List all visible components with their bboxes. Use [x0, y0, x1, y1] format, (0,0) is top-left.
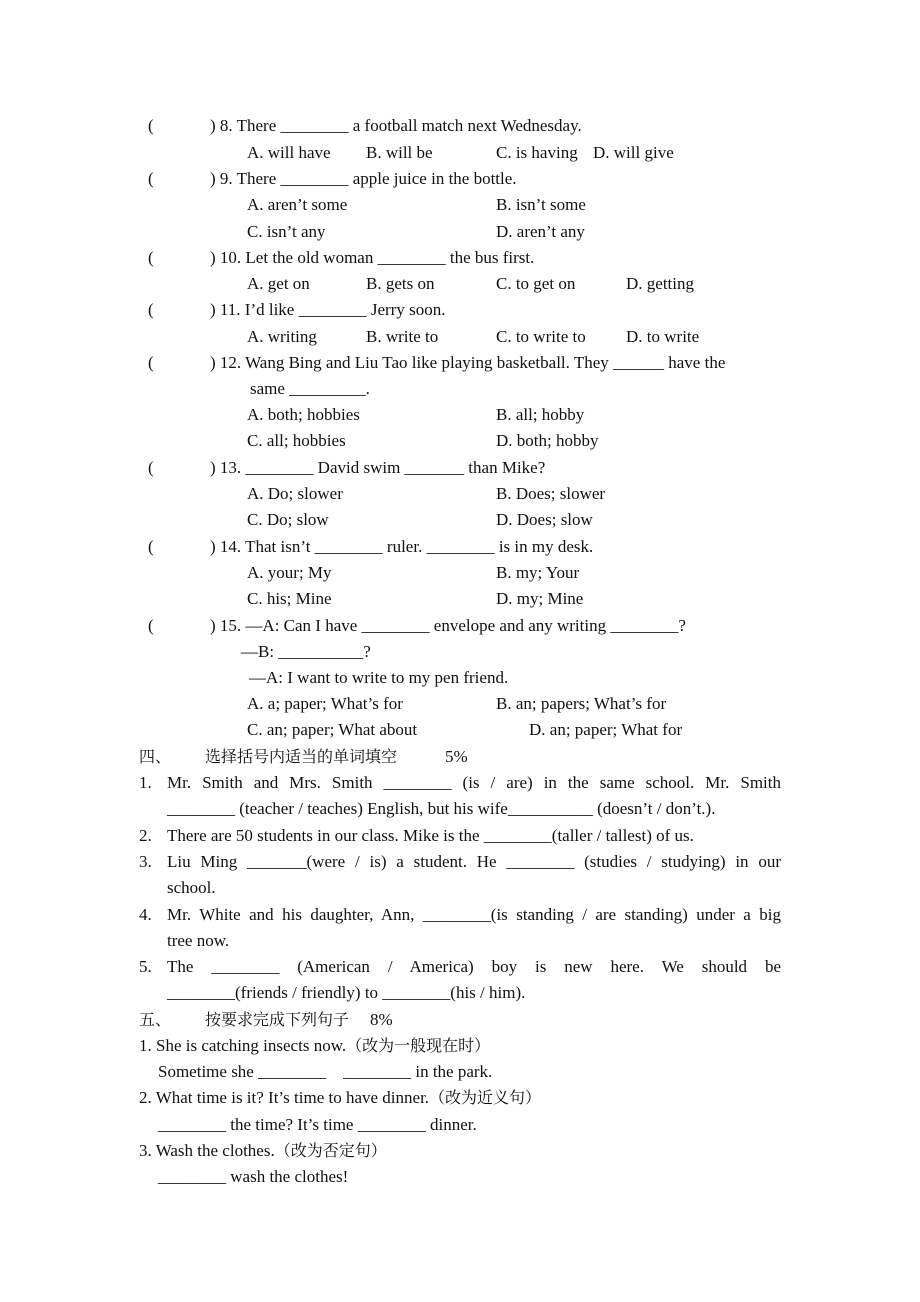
option-c: C. isn’t any	[247, 222, 326, 241]
question-text: ) 14. That isn’t ________ ruler. ________ is in my desk.	[210, 537, 594, 556]
option-b: B. isn’t some	[496, 195, 586, 214]
answer-paren: (	[148, 116, 154, 135]
item-number: 3.	[139, 852, 152, 871]
item-text-continued: tree now.	[167, 931, 230, 950]
item-text-continued: ________ (teacher / teaches) English, but his wife__________ (doesn’t / don’t.).	[167, 799, 716, 818]
answer-paren: (	[148, 458, 154, 477]
item-prompt	[139, 1141, 387, 1161]
item-text-continued: ________(friends / friendly) to ________(his / him).	[167, 983, 526, 1002]
option-d: D. will give	[593, 143, 674, 162]
option-d: D. to write	[626, 327, 700, 346]
answer-paren: (	[148, 248, 154, 267]
instruction-text: （改为近义句）	[429, 1088, 542, 1107]
section-title: 选择括号内适当的单词填空	[205, 747, 398, 766]
question-text: ) 8. There ________ a football match next Wednesday.	[210, 116, 582, 135]
item-text: Liu Ming _______(were / is) a student. He ________ (studies / studying) in our	[167, 852, 781, 871]
question-text: ) 13. ________ David swim _______ than Mike?	[210, 458, 546, 477]
section-score: 8%	[370, 1010, 393, 1029]
section-title: 按要求完成下列句子	[205, 1010, 350, 1029]
option-b: B. an; papers; What’s for	[496, 694, 667, 713]
option-c: C. an; paper; What about	[247, 720, 418, 739]
prompt-text: 2. What time is it? It’s time to have dinner.	[139, 1088, 430, 1107]
dialogue-line-a: —A: I want to write to my pen friend.	[249, 668, 509, 687]
item-prompt	[139, 1036, 490, 1056]
option-c: C. Do; slow	[247, 510, 329, 529]
option-a: A. will have	[247, 143, 331, 162]
option-a: A. both; hobbies	[247, 405, 360, 424]
item-number: 1.	[139, 773, 152, 792]
answer-paren: (	[148, 353, 154, 372]
question-text-continued: same _________.	[250, 379, 370, 398]
item-number: 2.	[139, 826, 152, 845]
option-c: C. is having	[496, 143, 578, 162]
item-text-continued: school.	[167, 878, 216, 897]
option-a: A. writing	[247, 327, 317, 346]
item-text: There are 50 students in our class. Mike is the ________(taller / tallest) of us.	[167, 826, 694, 845]
item-text: The ________ (American / America) boy is new here. We should be	[167, 957, 781, 976]
section-number: 四、	[139, 747, 172, 766]
section-score: 5%	[445, 747, 468, 766]
option-b: B. gets on	[366, 274, 435, 293]
option-a: A. Do; slower	[247, 484, 343, 503]
option-d: D. both; hobby	[496, 431, 599, 450]
answer-line: ________ the time? It’s time ________ dinner.	[158, 1115, 477, 1134]
section-number: 五、	[139, 1010, 172, 1029]
option-a: A. your; My	[247, 563, 332, 582]
answer-line: Sometime she ________ ________ in the park.	[158, 1062, 493, 1081]
option-b: B. will be	[366, 143, 433, 162]
option-a: A. aren’t some	[247, 195, 348, 214]
prompt-text: 1. She is catching insects now.	[139, 1036, 347, 1055]
item-text: Mr. Smith and Mrs. Smith ________ (is / are) in the same school. Mr. Smith	[167, 773, 781, 792]
answer-paren: (	[148, 169, 154, 188]
option-c: C. to get on	[496, 274, 576, 293]
option-d: D. my; Mine	[496, 589, 584, 608]
option-d: D. Does; slow	[496, 510, 593, 529]
question-text: ) 10. Let the old woman ________ the bus first.	[210, 248, 535, 267]
item-number: 4.	[139, 905, 152, 924]
question-text: ) 15. —A: Can I have ________ envelope and any writing ________?	[210, 616, 686, 635]
dialogue-line-b: —B: __________?	[241, 642, 371, 661]
instruction-text: （改为一般现在时）	[346, 1036, 491, 1055]
item-text: Mr. White and his daughter, Ann, ________(is standing / are standing) under a big	[167, 905, 781, 924]
option-d: D. getting	[626, 274, 694, 293]
option-c: C. all; hobbies	[247, 431, 346, 450]
option-d: D. an; paper; What for	[529, 720, 683, 739]
option-b: B. my; Your	[496, 563, 580, 582]
item-number: 5.	[139, 957, 152, 976]
option-a: A. a; paper; What’s for	[247, 694, 403, 713]
option-b: B. write to	[366, 327, 439, 346]
question-text: ) 11. I’d like ________ Jerry soon.	[210, 300, 446, 319]
option-c: C. his; Mine	[247, 589, 332, 608]
option-a: A. get on	[247, 274, 310, 293]
question-text: ) 9. There ________ apple juice in the bottle.	[210, 169, 517, 188]
option-b: B. all; hobby	[496, 405, 585, 424]
option-d: D. aren’t any	[496, 222, 585, 241]
instruction-text: （改为否定句）	[274, 1141, 387, 1160]
option-b: B. Does; slower	[496, 484, 606, 503]
item-prompt	[139, 1088, 541, 1108]
question-text: ) 12. Wang Bing and Liu Tao like playing basketball. They ______ have the	[210, 353, 726, 372]
option-c: C. to write to	[496, 327, 586, 346]
prompt-text: 3. Wash the clothes.	[139, 1141, 275, 1160]
answer-paren: (	[148, 300, 154, 319]
answer-paren: (	[148, 537, 154, 556]
answer-line: ________ wash the clothes!	[158, 1167, 349, 1186]
answer-paren: (	[148, 616, 154, 635]
